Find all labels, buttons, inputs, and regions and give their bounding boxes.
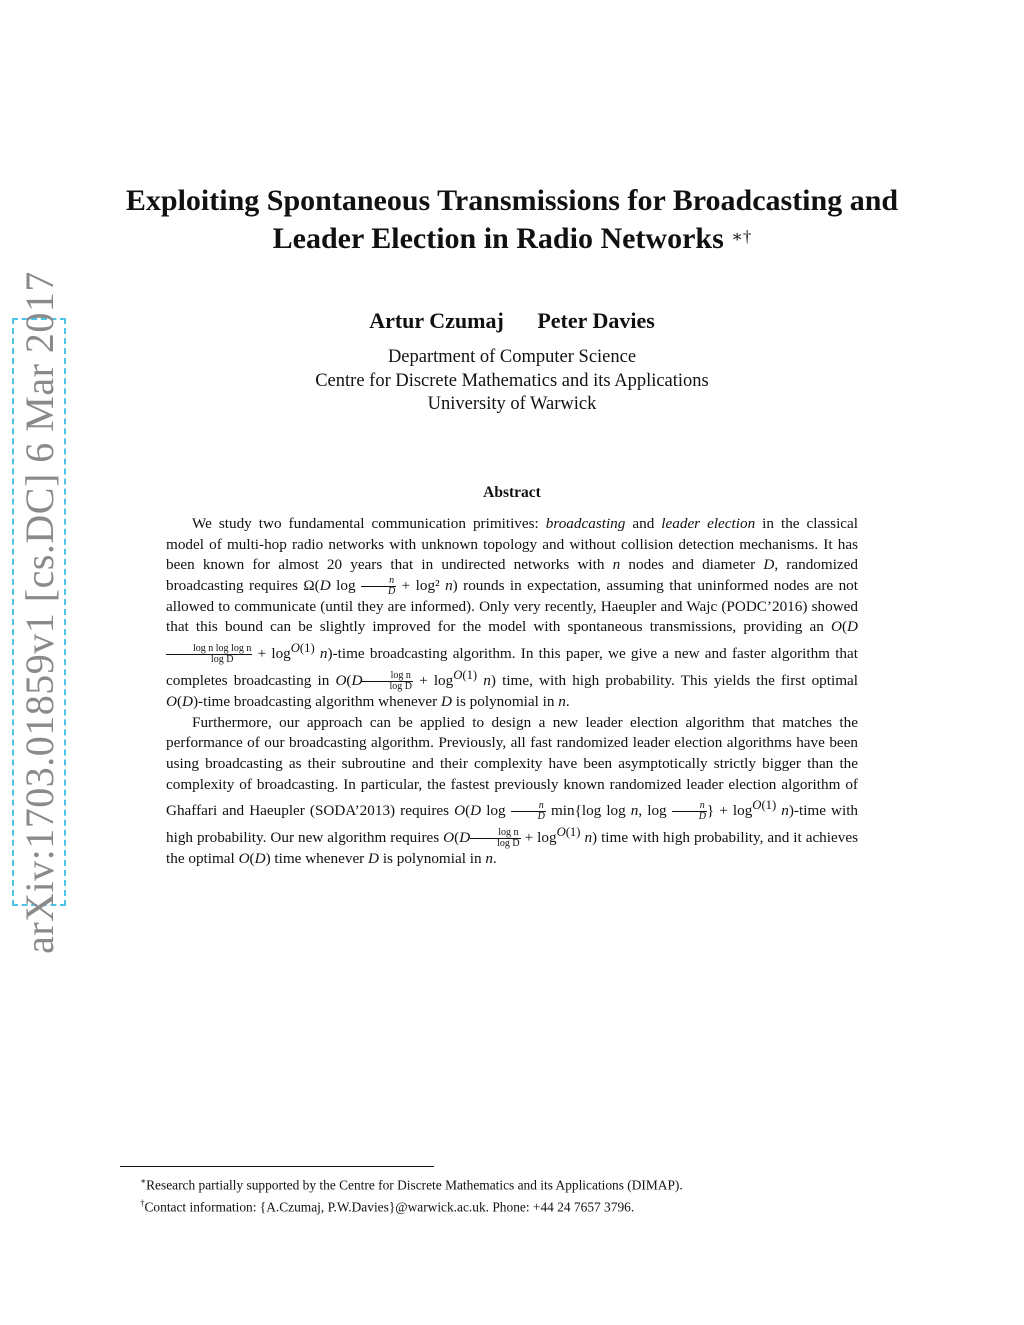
footnote-rule [120, 1166, 434, 1167]
footnotes [140, 1172, 900, 1217]
arxiv-identifier: arXiv:1703.01859v1 [cs.DC] 6 Mar 2017 [16, 270, 62, 954]
fraction-loglog: $\frac{\text{log n log log n}}{\text{log D}}$ [166, 644, 252, 665]
title-line-1: Exploiting Spontaneous Transmissions for Broadcasting and [125, 184, 899, 217]
author-name: Artur Czumaj [369, 308, 504, 333]
fraction-n-over-d: $\frac{n}{D}$ [361, 576, 396, 597]
footnote: ∗Research partially supported by the Centre for Discrete Mathematics and its Applications (DIMAP). [140, 1176, 683, 1193]
affiliation-line: Department of Computer Science [387, 347, 637, 367]
abstract-paragraph-1: We study two fundamental communication primitives: broadcasting and leader election in the classical model of multi-hop radio networks with unknown topology and without collision detection mechanisms. It has been known for almost 20 years that in undirected networks with n nodes and diameter D, randomized broadcasting requires Ω(D log $\frac{n}{D}$ + log² n) rounds in expectation, assuming that uninformed nodes are not allowed to communicate (until they are informed). Only very recently, Haeupler and Wajc (PODC’2016) showed that this bound can be slightly improved for the model with spontaneous transmissions, providing an O(D $\frac{\text{log n log log n}}{\text{log D}}$ + $\log^{O(1)}$ n)-time broadcasting algorithm. In this paper, we give a new and faster algorithm that completes broadcasting in O(D $\frac{\text{log n}}{\text{log D}}$ + $\log^{O(1)} n$) time, with high probability. This yields the first optimal O(D)-time broadcasting algorithm whenever D is polynomial in n. [166, 515, 858, 711]
abstract-paragraph-2: Furthermore, our approach can be applied to design a new leader election algorithm that matches the performance of our broadcasting algorithm. Previously, all fast randomized leader election algorithms have been using broadcasting as their subroutine and their complexity have been asymptotically strictly bigger than the complexity of broadcasting. In particular, the fastest previously known randomized leader election algorithm of Ghaffari and Haeupler (SODA’2013) requires O(D log $\frac{n}{D}$ min{log log n, log $\frac{n}{D}$ } + $\log^{O(1)}$ n)-time with high probability. Our new algorithm requires O(D $\frac{\text{log n}}{\text{log D}}$ + $\log^{O(1)} n$) time with high probability, and it achieves the optimal O(D) time whenever D is polynomial in n. [166, 713, 859, 868]
arxiv-identifier-stamp [12, 270, 66, 954]
abstract-body [166, 514, 858, 870]
title-footnote-marks: ∗† [731, 227, 752, 246]
abstract-heading: Abstract [483, 484, 541, 501]
author-name: Peter Davies [537, 308, 655, 333]
fraction-logn-logd: $\frac{\text{log n}}{\text{log D}}$ [362, 671, 413, 692]
title-line-2: Leader Election in Radio Networks [272, 222, 724, 255]
affiliation [120, 346, 904, 417]
affiliation-line: University of Warwick [427, 394, 597, 414]
author-list [120, 308, 904, 334]
affiliation-line: Centre for Discrete Mathematics and its Applications [315, 370, 709, 391]
footnote: †Contact information: {A.Czumaj, P.W.Davies}@warwick.ac.uk. Phone: +44 24 7657 3796. [140, 1198, 635, 1215]
paper-title [120, 182, 904, 258]
